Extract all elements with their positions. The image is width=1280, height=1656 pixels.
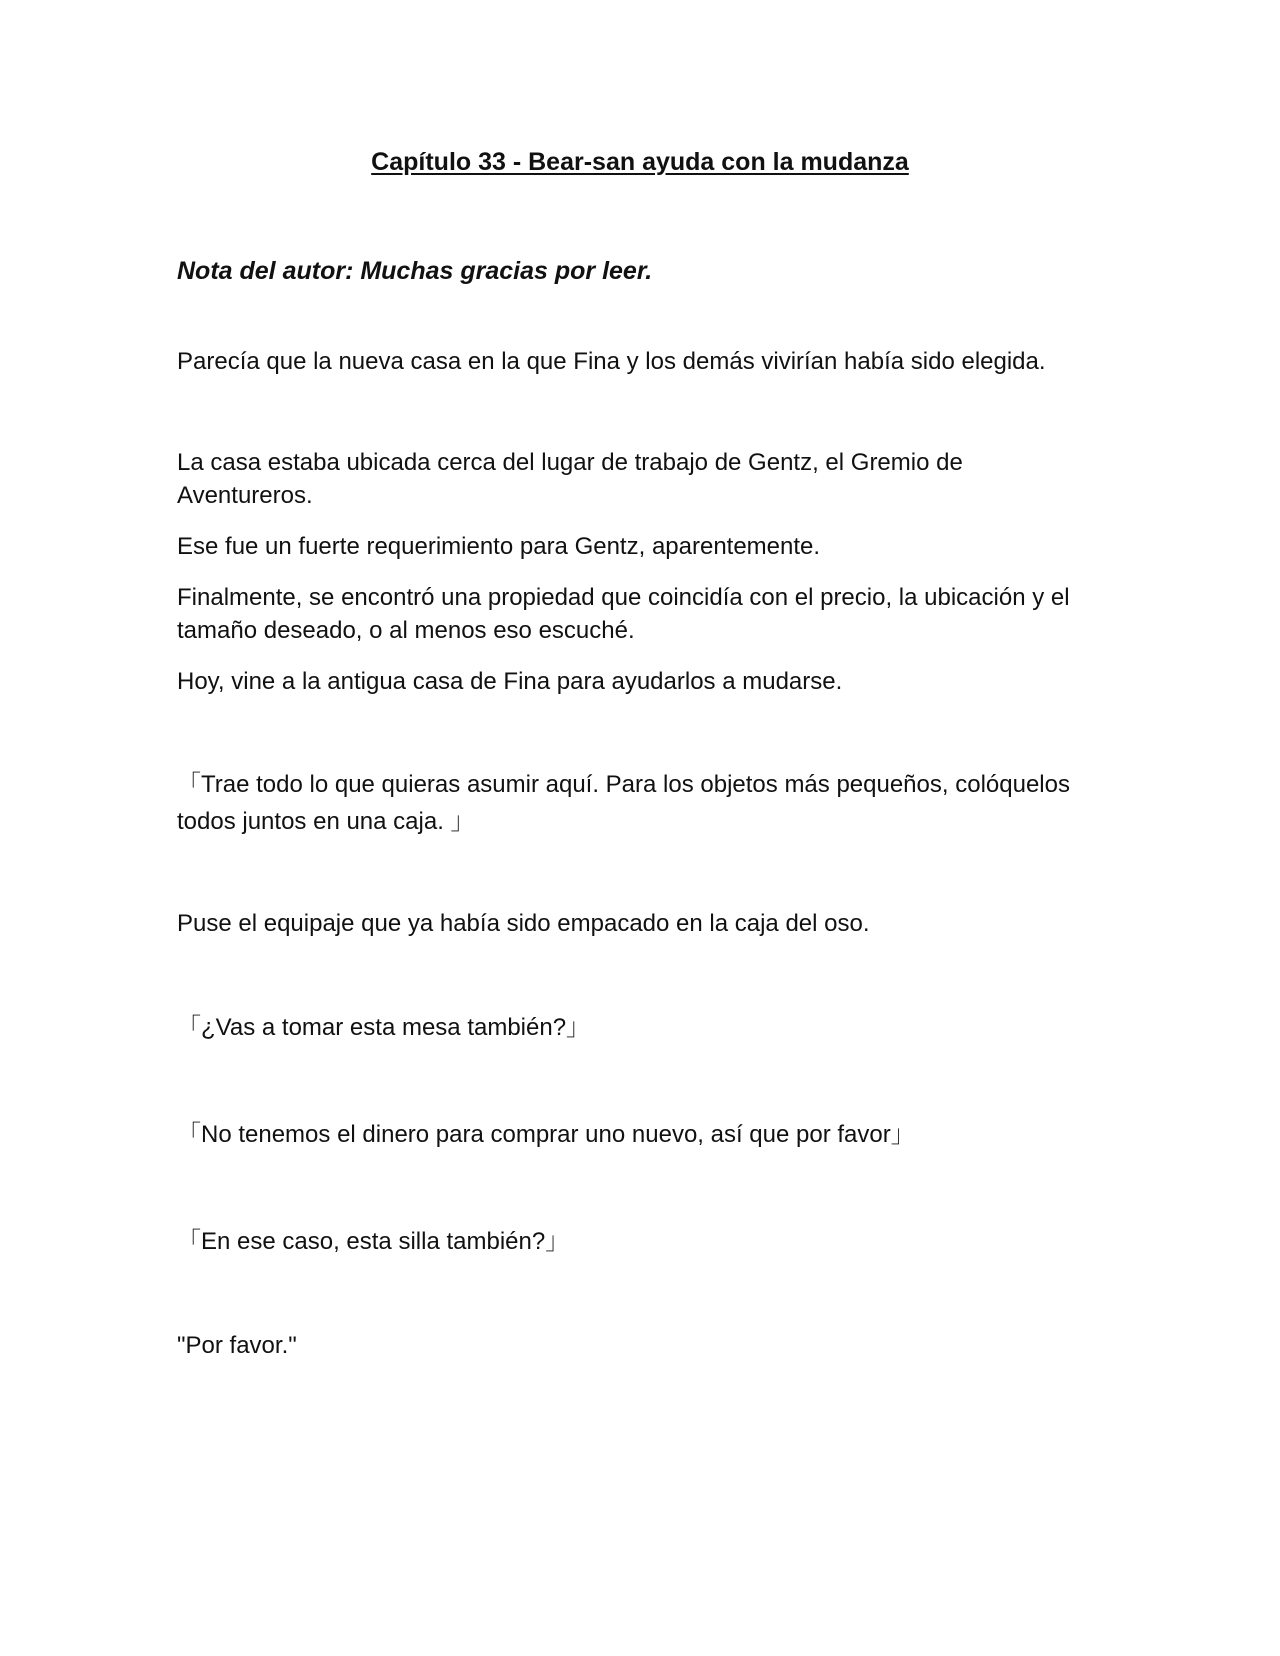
paragraph-requirement: Ese fue un fuerte requerimiento para Gentz, aparentemente. xyxy=(177,533,821,560)
paragraph-new-house: Parecía que la nueva casa en la que Fina y los demás vivirían había sido elegida. xyxy=(177,348,1046,375)
paragraph-property-found: Finalmente, se encontró una propiedad que coincidía con el precio, la ubicación y el tamaño deseado, o al menos eso escuché. xyxy=(177,584,1070,644)
author-note: Nota del autor: Muchas gracias por leer. xyxy=(177,257,653,285)
dialog-chair-question: 「En ese caso, esta silla también?」 xyxy=(177,1228,570,1255)
paragraph-luggage: Puse el equipaje que ya había sido empacado en la caja del oso. xyxy=(177,910,870,937)
dialog-table-question: 「¿Vas a tomar esta mesa también?」 xyxy=(177,1014,591,1041)
paragraph-moving-day: Hoy, vine a la antigua casa de Fina para ayudarlos a mudarse. xyxy=(177,668,843,695)
dialog-please: "Por favor." xyxy=(177,1332,297,1359)
dialog-bring-everything: 「Trae todo lo que quieras asumir aquí. Para los objetos más pequeños, colóquelos todos juntos en una caja. 」 xyxy=(177,771,1070,835)
paragraph-house-location: La casa estaba ubicada cerca del lugar de trabajo de Gentz, el Gremio de Aventureros. xyxy=(177,449,963,509)
chapter-title: Capítulo 33 - Bear-san ayuda con la mudanza xyxy=(371,148,909,176)
dialog-no-money: 「No tenemos el dinero para comprar uno nuevo, así que por favor」 xyxy=(177,1121,915,1148)
